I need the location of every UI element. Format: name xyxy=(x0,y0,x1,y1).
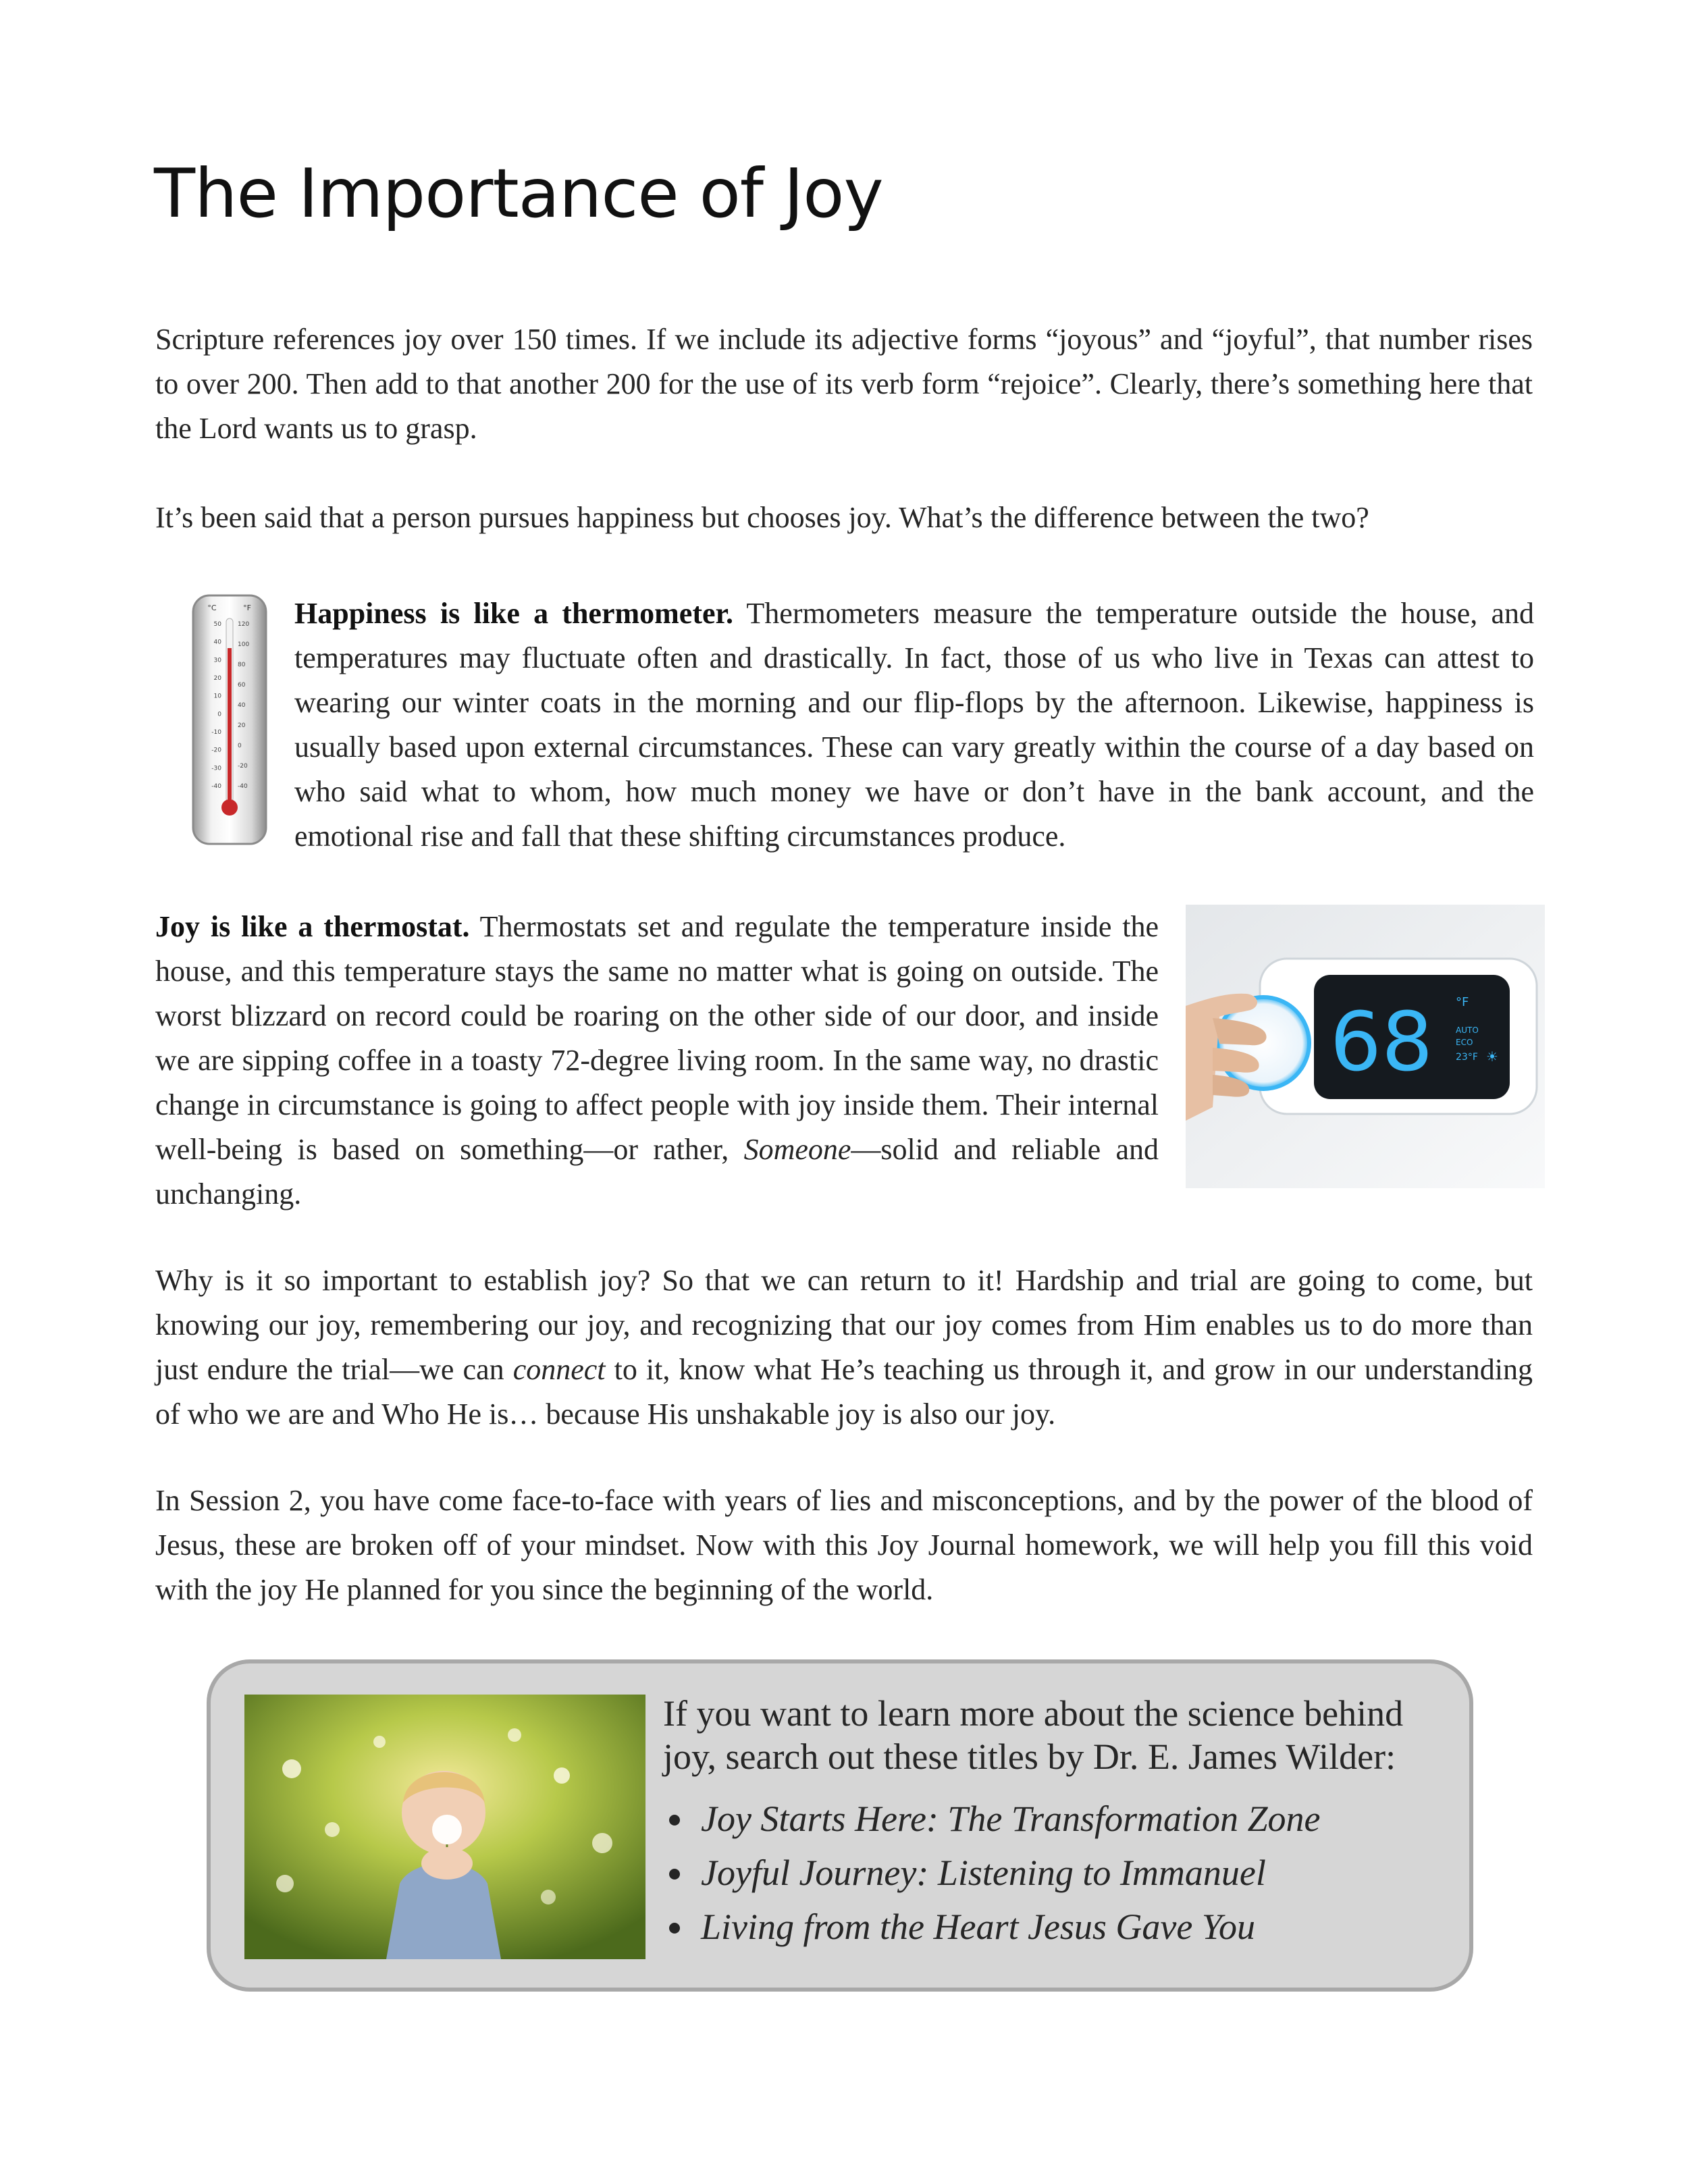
celsius-tick-label: -40 xyxy=(211,783,221,790)
celsius-tick-label: 20 xyxy=(213,675,221,682)
thermostat-image xyxy=(1186,905,1545,1188)
intro-paragraph: Scripture references joy over 150 times. If we include its adjective forms “joyous” and “joyful”, that number rises to over 200. Then add to that another 200 for the use of its verb form “rejoice”. Clearly, there’s something here that the Lord wants us to grasp. xyxy=(155,323,1533,445)
difference-paragraph: It’s been said that a person pursues happiness but chooses joy. What’s the difference between the two? xyxy=(155,501,1369,534)
thermometer-image xyxy=(189,591,270,848)
celsius-tick-label: 50 xyxy=(213,621,221,628)
celsius-tick-label: 0 xyxy=(217,711,221,718)
book-title: • Joyful Journey: Listening to Immanuel xyxy=(695,1846,1321,1900)
book-title: • Joy Starts Here: The Transformation Zone xyxy=(695,1792,1321,1846)
page-title: The Importance of Joy xyxy=(154,154,883,233)
fahrenheit-unit: °F xyxy=(243,604,251,612)
celsius-tick-label: -10 xyxy=(211,729,221,736)
joy-tail: —solid and reliable and unchanging. xyxy=(155,1133,1159,1210)
why-joy-emphasis: connect xyxy=(512,1353,606,1386)
celsius-tick-label: 30 xyxy=(213,657,221,664)
fahrenheit-tick-label: -40 xyxy=(238,783,248,790)
celsius-tick-label: -30 xyxy=(211,765,221,772)
why-joy-paragraph xyxy=(155,1258,1533,1437)
thermostat-mode-eco: ECO xyxy=(1456,1038,1473,1047)
child-hands xyxy=(421,1847,473,1880)
celsius-unit: °C xyxy=(207,604,217,612)
callout-intro: If you want to learn more about the science behind joy, search out these titles by Dr. E. James Wilder: xyxy=(663,1693,1404,1777)
happiness-body: Thermometers measure the temperature outside the house, and temperatures may fluctuate often and drastically. In fact, those of us who live in Texas can attest to wearing our winter coats in the morning and our flip-flops by the afternoon. Likewise, happiness is usually based upon external circumstances. These can vary greatly within the course of a day based on who said what to whom, how much money we have or don’t have in the bank account, and the emotional rise and fall that these shifting circumstances produce. xyxy=(294,597,1534,853)
dandelion-icon xyxy=(432,1815,462,1844)
why-joy-after: to it, know what He’s teaching us through it, and grow in our understanding of who we are and Who He is… because His unshakable joy is also our joy. xyxy=(155,1353,1533,1431)
book-list xyxy=(663,1792,1321,1954)
fahrenheit-tick-label: 40 xyxy=(238,702,246,709)
thermostat-reading: 68 xyxy=(1329,996,1433,1090)
joy-lead: Joy is like a thermostat. xyxy=(155,910,470,943)
fahrenheit-tick-label: -20 xyxy=(238,763,248,770)
joy-body: Thermostats set and regulate the temperature inside the house, and this temperature stays the same no matter what is going on outside. The worst blizzard on record could be roaring on the other side of our door, and inside we are sipping coffee in a toasty 72-degree living room. In the same way, no drastic change in circumstance is going to affect people with joy inside them. Their internal well-being is based on something—or rather, xyxy=(155,910,1159,1166)
celsius-tick-label: -20 xyxy=(211,747,221,754)
book-title: • Living from the Heart Jesus Gave You xyxy=(695,1900,1321,1954)
fahrenheit-tick-label: 80 xyxy=(238,662,246,668)
thermometer-mercury xyxy=(228,648,232,803)
reading-callout xyxy=(207,1659,1473,1992)
thermostat-outside-temp: 23°F xyxy=(1456,1052,1478,1063)
fahrenheit-tick-label: 20 xyxy=(238,722,246,729)
happiness-paragraph xyxy=(294,591,1534,859)
thermostat-unit: °F xyxy=(1456,995,1469,1009)
session-paragraph: In Session 2, you have come face-to-face with years of lies and misconceptions, and by the power of the blood of Jesus, these are broken off of your mindset. Now with this Joy Journal homework, we will help you fill this void with the joy He planned for you since the beginning of the world. xyxy=(155,1484,1533,1606)
fahrenheit-tick-label: 60 xyxy=(238,682,246,689)
fahrenheit-tick-label: 0 xyxy=(238,743,242,749)
fahrenheit-tick-label: 120 xyxy=(238,621,250,628)
why-joy-before: Why is it so important to establish joy? So that we can return to it! Hardship and trial are going to come, but knowing our joy, remembering our joy, and recognizing that our joy comes from Him enables us to do more than just endure the trial—we can xyxy=(155,1264,1533,1386)
happiness-lead: Happiness is like a thermometer. xyxy=(294,597,733,630)
joy-emphasis: Someone xyxy=(743,1133,851,1166)
sun-icon: ☀ xyxy=(1486,1048,1498,1065)
celsius-tick-label: 10 xyxy=(213,693,221,700)
joy-paragraph xyxy=(155,905,1159,1217)
child-with-dandelion-image xyxy=(244,1695,645,1959)
thermostat-mode-auto: AUTO xyxy=(1456,1026,1479,1035)
celsius-tick-label: 40 xyxy=(213,639,221,646)
thermometer-bulb xyxy=(221,799,238,816)
fahrenheit-tick-label: 100 xyxy=(238,641,250,648)
